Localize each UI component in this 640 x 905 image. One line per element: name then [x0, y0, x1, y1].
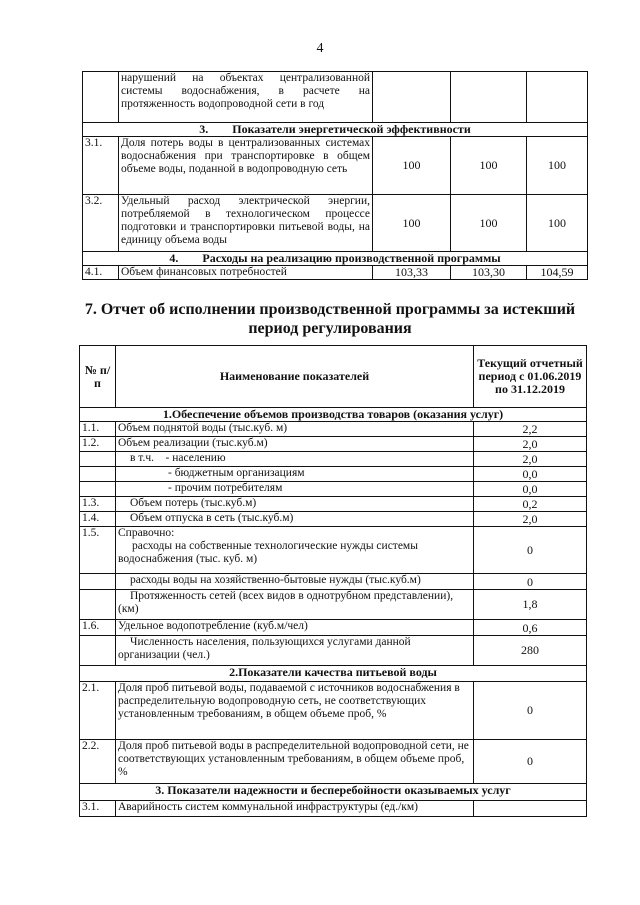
cell-num: 3.1.: [80, 801, 116, 817]
cell-name: - бюджетным организациям: [116, 467, 474, 482]
cell-value: 0,0: [474, 467, 587, 482]
cell-name: Протяженность сетей (всех видов в однотрубном представлении), (км): [116, 590, 474, 620]
cell-num: 1.5.: [80, 527, 116, 574]
cell-num: 1.1.: [80, 422, 116, 437]
cell-value: 100: [527, 195, 588, 252]
cell-value: 0: [474, 682, 587, 740]
report-table: [79, 345, 587, 817]
table-row: [80, 497, 587, 512]
cell-name: Численность населения, пользующихся услугами данной организации (чел.): [116, 636, 474, 666]
cell-name: Объем потерь (тыс.куб.м): [116, 497, 474, 512]
cell-name: Доля проб питьевой воды, подаваемой с источников водоснабжения в распределительную водопроводную сеть, не соответствующих установленным требованиям, в общем объеме проб, %: [116, 682, 474, 740]
cell-value: [451, 72, 527, 123]
cell-value: 100: [451, 195, 527, 252]
page-number: 4: [316, 41, 324, 56]
cell-name: в т.ч. - населению: [116, 452, 474, 467]
cell-value: 0,2: [474, 497, 587, 512]
table-row: [80, 574, 587, 590]
cell-value: 2,0: [474, 512, 587, 527]
cell-value: 2,0: [474, 452, 587, 467]
cell-value: [373, 72, 451, 123]
table-row: [83, 72, 588, 123]
table-row: [83, 137, 588, 195]
cell-num: [80, 574, 116, 590]
section-header: [83, 252, 588, 266]
cell-num: 2.2.: [80, 740, 116, 784]
cell-num: [80, 482, 116, 497]
header-num: № п/п: [80, 346, 116, 408]
cell-name: Аварийность систем коммунальной инфраструктуры (ед./км): [116, 801, 474, 817]
cell-name: [116, 527, 474, 574]
indicators-table-continued: [82, 71, 588, 280]
cell-value: 2,0: [474, 437, 587, 452]
table-row: [80, 682, 587, 740]
cell-name: Удельное водопотребление (куб.м/чел): [116, 620, 474, 636]
header-row: [80, 346, 587, 408]
cell-value: 0,6: [474, 620, 587, 636]
cell-name: расходы воды на хозяйственно-бытовые нужды (тыс.куб.м): [116, 574, 474, 590]
cell-name: - прочим потребителям: [116, 482, 474, 497]
cell-num: 3.1.: [83, 137, 119, 195]
section-number: 3.: [199, 122, 209, 136]
cell-num: 3.2.: [83, 195, 119, 252]
header-period: Текущий отчетный период с 01.06.2019 по 31.12.2019: [474, 346, 587, 408]
table-row: [80, 482, 587, 497]
cell-name: Объем отпуска в сеть (тыс.куб.м): [116, 512, 474, 527]
cell-num: [80, 636, 116, 666]
reference-label: Справочно:: [118, 527, 175, 539]
table-row: [80, 801, 587, 817]
cell-num: 4.1.: [83, 266, 119, 280]
section-number: 4.: [169, 251, 179, 265]
cell-name: Доля проб питьевой воды в распределительной водопроводной сети, не соответствующих установленным требованиям, в общем объеме проб, %: [116, 740, 474, 784]
cell-name: Удельный расход электрической энергии, потребляемой в технологическом процессе подготовки и транспортировки питьевой воды, на единицу объема воды: [119, 195, 373, 252]
section-row: [80, 666, 587, 682]
cell-num: [83, 72, 119, 123]
cell-name: нарушений на объектах централизованной системы водоснабжения, в расчете на протяженность водопроводной сети в год: [119, 72, 373, 123]
reference-text: расходы на собственные технологические нужды системы водоснабжения (тыс. куб. м): [118, 540, 418, 565]
section-label: Показатели энергетической эффективности: [232, 122, 471, 136]
cell-value: 103,30: [451, 266, 527, 280]
cell-value: 104,59: [527, 266, 588, 280]
section-row: [83, 123, 588, 137]
cell-num: 2.1.: [80, 682, 116, 740]
cell-value: 0: [474, 527, 587, 574]
cell-value: [474, 801, 587, 817]
cell-value: 2,2: [474, 422, 587, 437]
cell-value: 100: [373, 137, 451, 195]
table-row: [80, 452, 587, 467]
cell-num: 1.2.: [80, 437, 116, 452]
cell-name: Объем поднятой воды (тыс.куб. м): [116, 422, 474, 437]
table-row: [80, 740, 587, 784]
cell-num: 1.3.: [80, 497, 116, 512]
cell-value: 103,33: [373, 266, 451, 280]
cell-num: 1.4.: [80, 512, 116, 527]
cell-name: Объем реализации (тыс.куб.м): [116, 437, 474, 452]
table-row: [80, 527, 587, 574]
section-label: Расходы на реализацию производственной программы: [202, 251, 501, 265]
table-row: [80, 636, 587, 666]
cell-num: 1.6.: [80, 620, 116, 636]
cell-value: 100: [527, 137, 588, 195]
section-header: 3. Показатели надежности и бесперебойности оказываемых услуг: [80, 784, 587, 801]
cell-name: Объем финансовых потребностей: [119, 266, 373, 280]
section-header: 2.Показатели качества питьевой воды: [80, 666, 587, 682]
cell-value: 100: [373, 195, 451, 252]
section-row: [80, 784, 587, 801]
table-row: [83, 195, 588, 252]
table-row: [80, 620, 587, 636]
section-row: [80, 408, 587, 422]
table-row: [83, 266, 588, 280]
cell-name: Доля потерь воды в централизованных системах водоснабжения при транспортировке в общем объеме воды, поданной в водопроводную сеть: [119, 137, 373, 195]
section-header: [83, 123, 588, 137]
table-row: [80, 590, 587, 620]
table-row: [80, 512, 587, 527]
cell-value: 0,0: [474, 482, 587, 497]
header-name: Наименование показателей: [116, 346, 474, 408]
table-row: [80, 437, 587, 452]
section-row: [83, 252, 588, 266]
cell-value: 0: [474, 740, 587, 784]
cell-value: [527, 72, 588, 123]
cell-num: [80, 467, 116, 482]
cell-value: 0: [474, 574, 587, 590]
cell-value: 100: [451, 137, 527, 195]
table-row: [80, 467, 587, 482]
cell-num: [80, 452, 116, 467]
report-title: 7. Отчет об исполнении производственной программы за истекший период регулирования: [84, 301, 576, 337]
cell-value: 280: [474, 636, 587, 666]
cell-value: 1,8: [474, 590, 587, 620]
table-row: [80, 422, 587, 437]
section-header: 1.Обеспечение объемов производства товаров (оказания услуг): [80, 408, 587, 422]
cell-num: [80, 590, 116, 620]
